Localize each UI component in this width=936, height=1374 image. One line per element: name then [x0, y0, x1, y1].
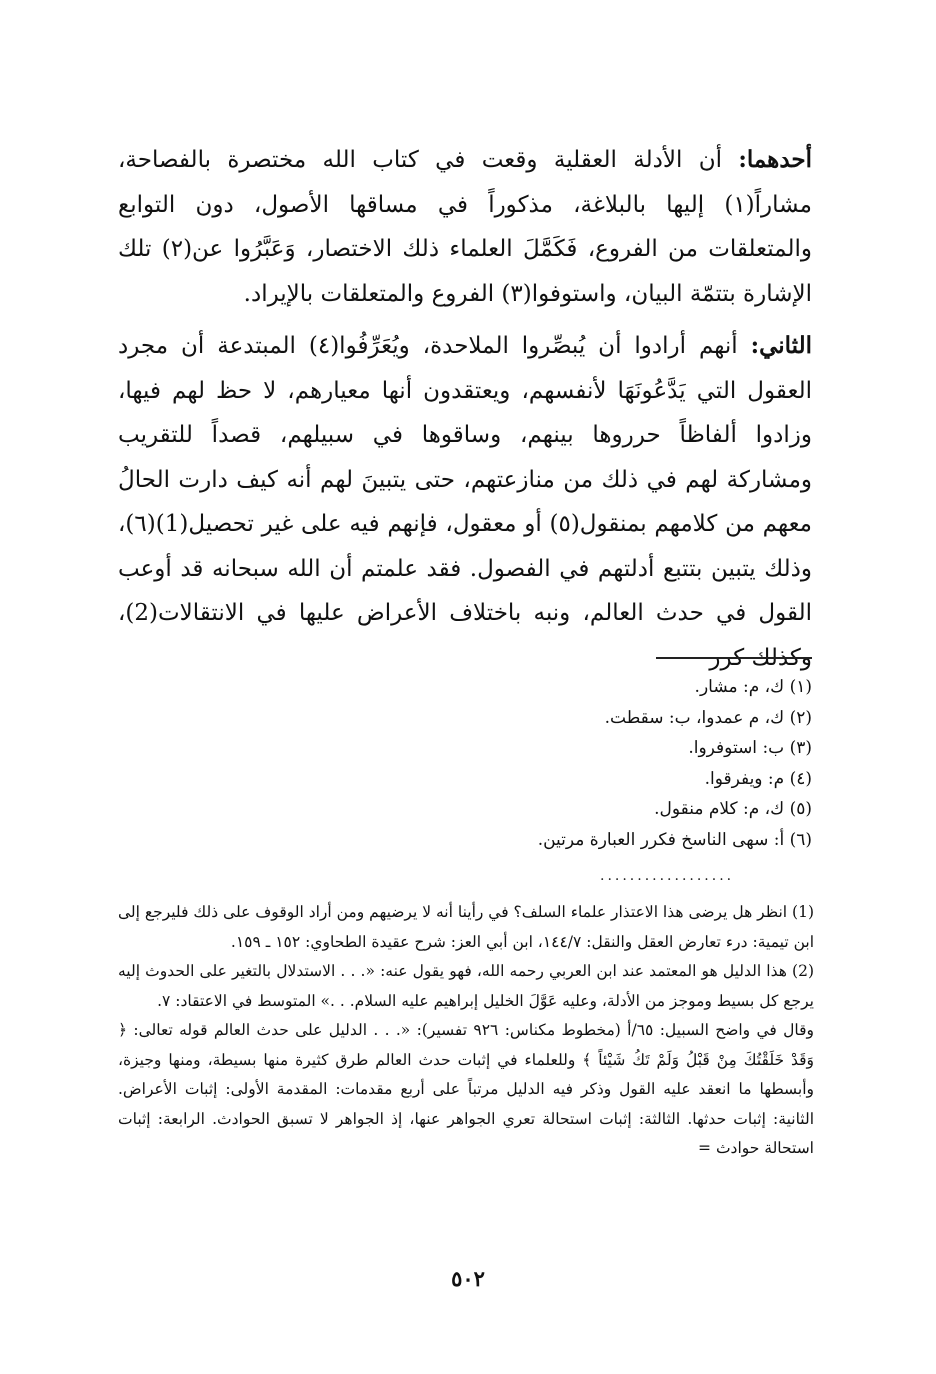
paragraph-body: أن الأدلة العقلية وقعت في كتاب الله مختصرة بالفصاحة، مشاراً(١) إليها بالبلاغة، مذكوراً في مساقها الأصول، دون التوابع والمتعلقات من الفروع، فَكَمَّلَ العلماء ذلك الاختصار، وَعَبَّرُوا عن(٢) تلك الإشارة بتتمّة البيان، واستوفوا(٣) الفروع والمتعلقات بالإيراد. [118, 147, 812, 307]
footnote-separator [656, 657, 812, 659]
paragraph-first [118, 138, 812, 316]
footnote-item: (١) ك، م: مشار. [694, 677, 812, 697]
footnote-item: (٣) ب: استوفروا. [688, 738, 812, 758]
dotted-separator: .................. [600, 868, 735, 884]
paragraph-body: أنهم أرادوا أن يُبصِّروا الملاحدة، ويُعَرِّفُوا(٤) المبتدعة أن مجرد العقول التي يَدَّعُونَهَا لأنفسهم، ويعتقدون أنها معيارهم، لا حظ لهم فيها، وزادوا ألفاظاً حرروها بينهم، وساقوها في سبيلهم، قصداً للتقريب ومشاركة لهم في ذلك من منازعتهم، حتى يتبينَ لهم أنه كيف دارت الحالُ معهم من كلامهم بمنقول(٥) أو معقول، فإنهم فيه على غير تحصيل(1)(٦)، وذلك يتبين بتتبع أدلتهم في الفصول. فقد علمتم أن الله سبحانه قد أوعب القول في حدث العالم، ونبه باختلاف الأعراض عليها في الانتقالات(2)، وكذلك كرر [118, 333, 812, 671]
footnote-item: (٥) ك، م: كلام منقول. [654, 799, 812, 819]
footnote-item: (٦) أ: سهى الناسخ فكرر العبارة مرتين. [537, 829, 812, 850]
page-number: ٥٠٢ [451, 1266, 485, 1291]
paragraph-lead: أحدهما: [738, 146, 812, 173]
footnote-continuation: وقال في واضح السبيل: ٦٥/أ (مخطوط مكناس: ٩٢٦ تفسير): «. . . الدليل على حدث العالم قوله تعالى: ﴿ وَقَدْ خَلَقْتُكَ مِنْ قَبْلُ وَلَمْ تَكُ شَيْئاً ﴾ وللعلماء في إثبات حدث العالم طرق كثيرة منها بسيطة، ومنها وجيزة، وأبسطها ما انعقد عليه القول وذكر فيه الدليل مرتباً على أربع مقدمات: المقدمة الأولى: إثبات الأعراض. الثانية: إثبات حدثها. الثالثة: إثبات استحالة تعري الجواهر عنها، إذ الجواهر لا تسبق الحوادث. الرابعة: إثبات استحالة حوادث = [118, 1021, 815, 1157]
main-text [118, 138, 812, 680]
footnote-item: (1) انظر هل يرضى هذا الاعتذار علماء السلف؟ في رأينا أنه لا يرضيهم ومن أراد الوقوف على ذلك فليرجع إلى ابن تيمية: درء تعارض العقل والنقل: ١٤٤/٧، ابن أبي العز: شرح عقيدة الطحاوي: ١٥٢ ـ ١٥٩. [118, 903, 814, 951]
footnote-item: (٢) ك، م عمدوا، ب: سقطت. [604, 707, 812, 728]
author-footnotes [118, 898, 814, 1164]
footnote-item: (2) هذا الدليل هو المعتمد عند ابن العربي رحمه الله، فهو يقول عنه: «. . . الاستدلال بالتغير على الحدوث إليه يرجع كل بسيط وموجز من الأدلة، وعليه عَوَّلَ الخليل إبراهيم عليه السلام. . .» المتوسط في الاعتقاد: ٧. [118, 962, 814, 1010]
paragraph-second [118, 324, 812, 680]
editor-footnotes [118, 672, 812, 855]
footnote-item: (٤) م: ويفرقوا. [704, 768, 812, 789]
paragraph-lead: الثاني: [750, 332, 812, 359]
